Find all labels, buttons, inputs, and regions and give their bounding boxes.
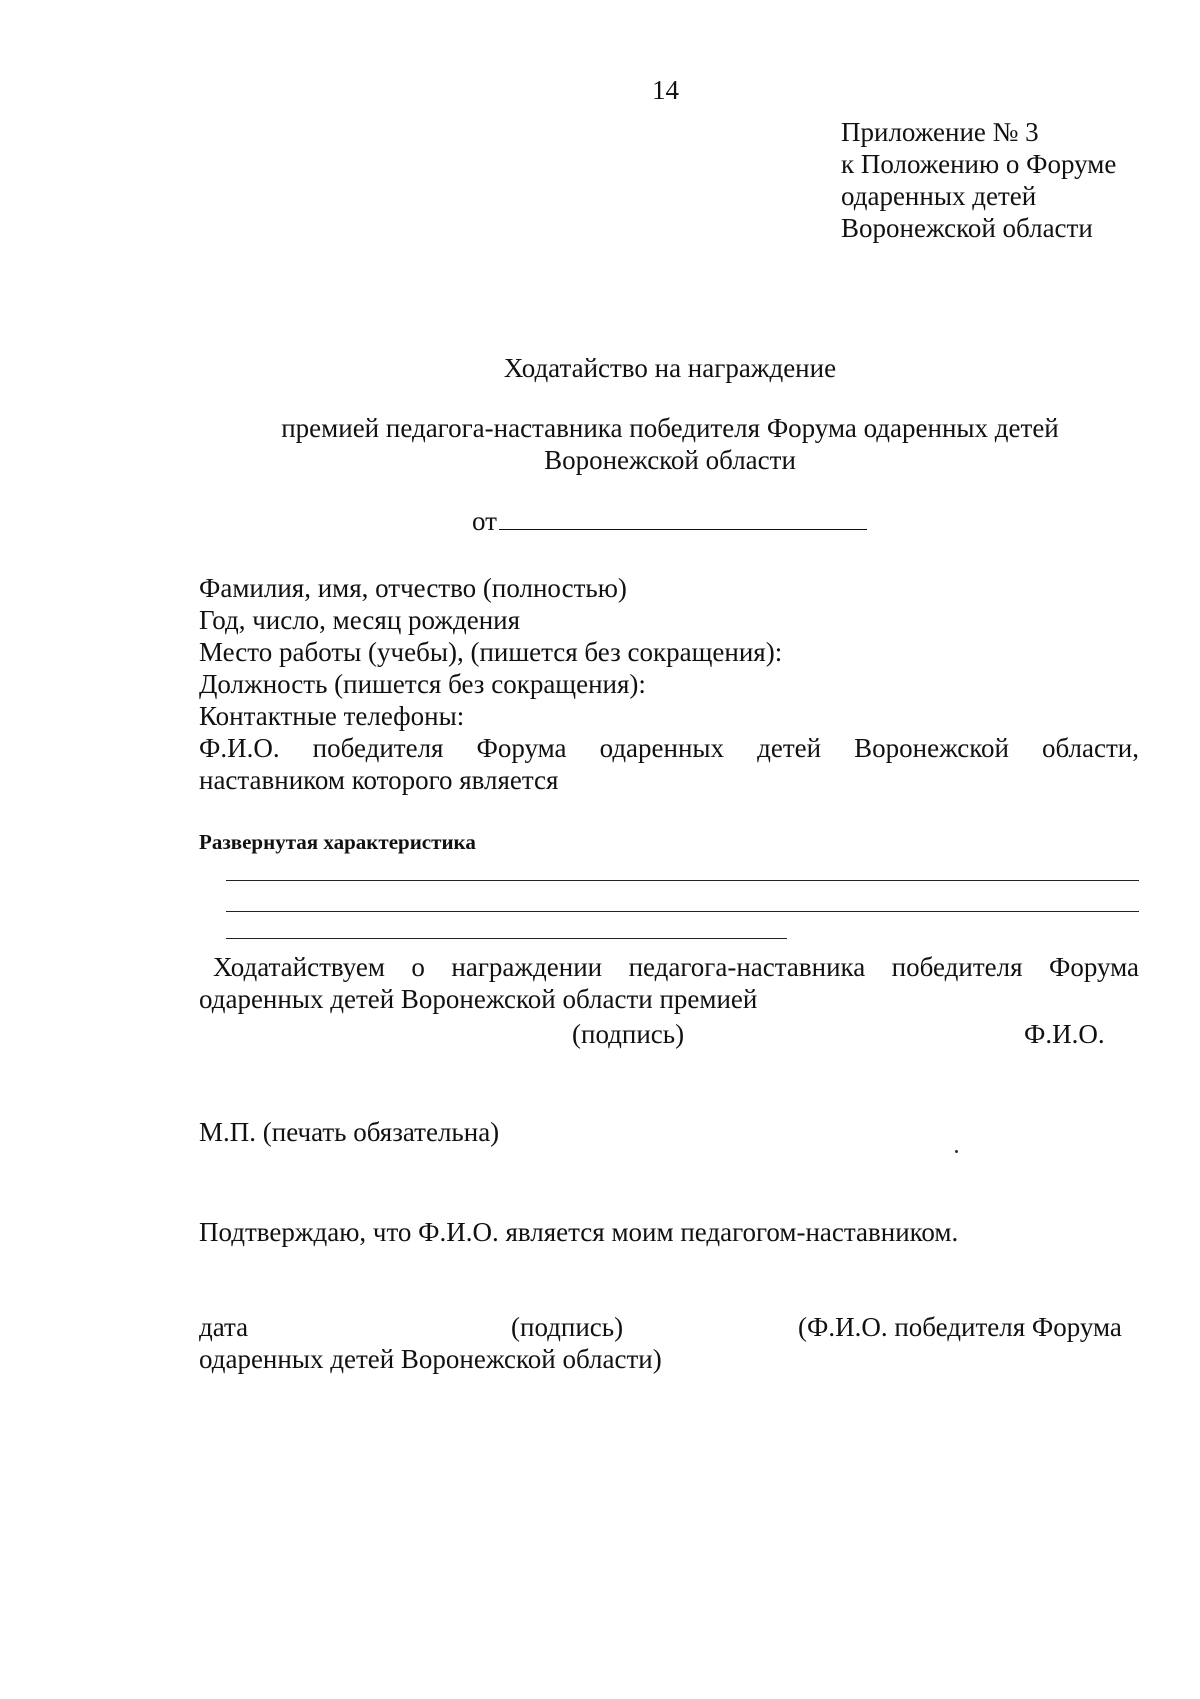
characteristic-line xyxy=(226,911,1139,912)
field-birth: Год, число, месяц рождения xyxy=(199,605,521,635)
petition-text xyxy=(199,951,1139,1015)
document-title: Ходатайство на награждение xyxy=(503,353,837,383)
field-workplace: Место работы (учебы), (пишется без сокращения): xyxy=(199,637,783,667)
petition-line: одаренных детей Воронежской области премией xyxy=(199,984,758,1014)
stamp-label: М.П. (печать обязательна) xyxy=(199,1117,500,1147)
appendix-line: Приложение № 3 xyxy=(841,117,1039,147)
field-winner-line2: наставником которого является xyxy=(199,765,559,795)
footer-signature-label: (подпись) xyxy=(511,1312,624,1342)
document-subtitle xyxy=(0,412,1200,476)
appendix-reference xyxy=(841,116,1116,244)
footer-winner-fio-label-continued: одаренных детей Воронежской области) xyxy=(199,1344,662,1374)
from-label: от xyxy=(472,506,497,536)
appendix-line: Воронежской области xyxy=(841,213,1093,243)
subtitle-line: Воронежской области xyxy=(544,445,796,475)
appendix-line: к Положению о Форуме xyxy=(841,149,1117,179)
footer-winner-fio-label: (Ф.И.О. победителя Форума xyxy=(798,1312,1122,1342)
field-winner-line1: Ф.И.О. победителя Форума одаренных детей Воронежской области, xyxy=(199,733,1139,763)
confirmation-text: Подтверждаю, что Ф.И.О. является моим педагогом-наставником. xyxy=(199,1217,959,1247)
subtitle-line: премией педагога-наставника победителя Форума одаренных детей xyxy=(281,413,1059,443)
characteristic-title: Развернутая характеристика xyxy=(199,830,476,854)
from-blank-line xyxy=(499,528,867,530)
nominee-fields xyxy=(199,572,1139,796)
footer-date-label: дата xyxy=(199,1312,249,1342)
petition-line: Ходатайствуем о награждении педагога-наставника победителя Форума xyxy=(213,952,1139,982)
from-field xyxy=(472,505,867,537)
characteristic-line xyxy=(226,938,787,939)
field-full-name: Фамилия, имя, отчество (полностью) xyxy=(199,573,627,603)
field-phones: Контактные телефоны: xyxy=(199,701,465,731)
page-number: 14 xyxy=(652,75,679,105)
signature-label: (подпись) xyxy=(572,1019,685,1049)
field-position: Должность (пишется без сокращения): xyxy=(199,669,646,699)
scan-speck xyxy=(955,1150,958,1153)
fio-label: Ф.И.О. xyxy=(1024,1019,1105,1049)
characteristic-line xyxy=(226,880,1139,881)
appendix-line: одаренных детей xyxy=(841,181,1037,211)
